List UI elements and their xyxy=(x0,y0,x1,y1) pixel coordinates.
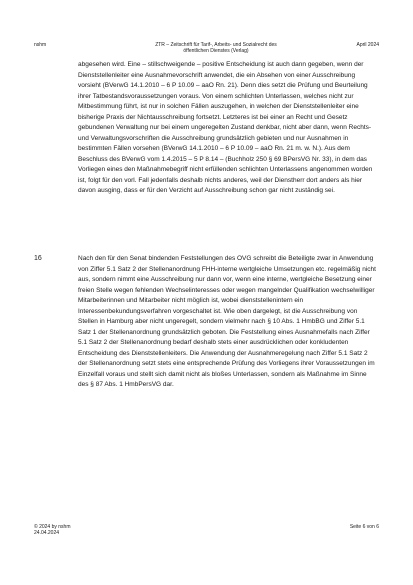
footer-copyright xyxy=(34,524,70,536)
paragraph-text: abgesehen wird. Eine – stillschweigende – positive Entscheidung ist auch dann gegeben, wenn der Dienststellenleiter eine Ausnahmevorschrift anwendet, die ein Absehen von einer Ausschreibung vorsieht (BVerwG 14.1.2010 – 6 P 10.09 – aaO Rn. 21). Denn dies setzt die Prüfung und Beurteilung ihrer Tatbestandsvoraussetzungen voraus. Von einem schlichten Unterlassen, welches nicht zur Mitbestimmung führt, ist nur in solchen Fällen auszugehen, in welchen der Dienststellenleiter eine bisherige Praxis der Nichtausschreibung fortsetzt. Letzteres ist bei einer an Recht und Gesetz gebundenen Verwaltung nur bei einem ungeregelten Zustand denkbar, nicht aber dann, wenn Rechts- und Verwaltungsvorschriften die Ausschreibung grundsätzlich gebieten und nur Ausnahmen in bestimmten Fällen vorsehen (BVerwG 14.1.2010 – 6 P 10.09 – aaO Rn. 21 m. w. N.). Aus dem Beschluss des BVerwG vom 1.4.2015 – 5 P 8.14 – (Buchholz 250 § 69 BPersVG Nr. 33), in dem das Vorliegen eines den Maßnahmebegriff nicht erfüllenden schlichten Unterlassens angenommen worden ist, folgt für den vorl. Fall jedenfalls deshalb nichts anderes, weil der Dienstherr dort anders als hier davon ausging, dass er für den Verzicht auf Ausschreibung schon gar nicht zuständig sei. xyxy=(78,61,373,194)
footer-copyright-line: © 2024 by nshm xyxy=(34,524,71,530)
paragraph-number: 16 xyxy=(34,255,42,262)
header-date: April 2024 xyxy=(356,42,379,48)
footer-date: 24.04.2024 xyxy=(34,530,60,536)
paragraph-text: Nach den für den Senat bindenden Feststellungen des OVG schreibt die Beteiligte zwar in Anwendung von Ziffer 5.1 Satz 2 der Stellenanordnung FHH-interne wertgleiche Umsetzungen etc. regelmäßig nicht aus, sondern nimmt eine Ausschreibung nur dann vor, wenn eine interne, wertgleiche Besetzung einer freien Stelle wegen fehlenden Wechselinteresses oder wegen mangelnder Qualifikation wechselwilliger Mitarbeiterinnen und Mitarbeiter nicht möglich ist, wobei dienststellenintern ein Interessenbekundungsverfahren vorgeschaltet ist. Wie oben dargelegt, ist die Ausschreibung von Stellen in Hamburg aber nicht ungeregelt, sondern vielmehr nach § 10 Abs. 1 HmbBG und Ziffer 5.1 Satz 1 der Stellenanordnung grundsätzlich geboten. Die Feststellung eines Ausnahmefalls nach Ziffer 5.1 Satz 2 der Stellenanordnung bedarf deshalb stets einer ausdrücklichen oder konkludenten Entscheidung des Dienststellenleiters. Die Anwendung der Ausnahmeregelung nach Ziffer 5.1 Satz 2 der Stellenanordnung setzt stets eine entsprechende Prüfung des Vorliegens ihrer Voraussetzungen im Einzelfall voraus und stellt sich damit nicht als bloßes Unterlassen, sondern als Maßnahme im Sinne des § 87 Abs. 1 HmbPersVG dar. xyxy=(78,255,376,388)
paragraph-continued xyxy=(34,60,380,197)
paragraph-16 xyxy=(34,254,380,391)
footer-page-number: Seite 6 von 6 xyxy=(349,524,379,530)
header-title: ZTR – Zeitschrift für Tarif-, Arbeits- und Sozialrecht des öffentlichen Dienstes (Verlag) xyxy=(155,42,277,54)
header-left: nshm xyxy=(34,42,47,48)
